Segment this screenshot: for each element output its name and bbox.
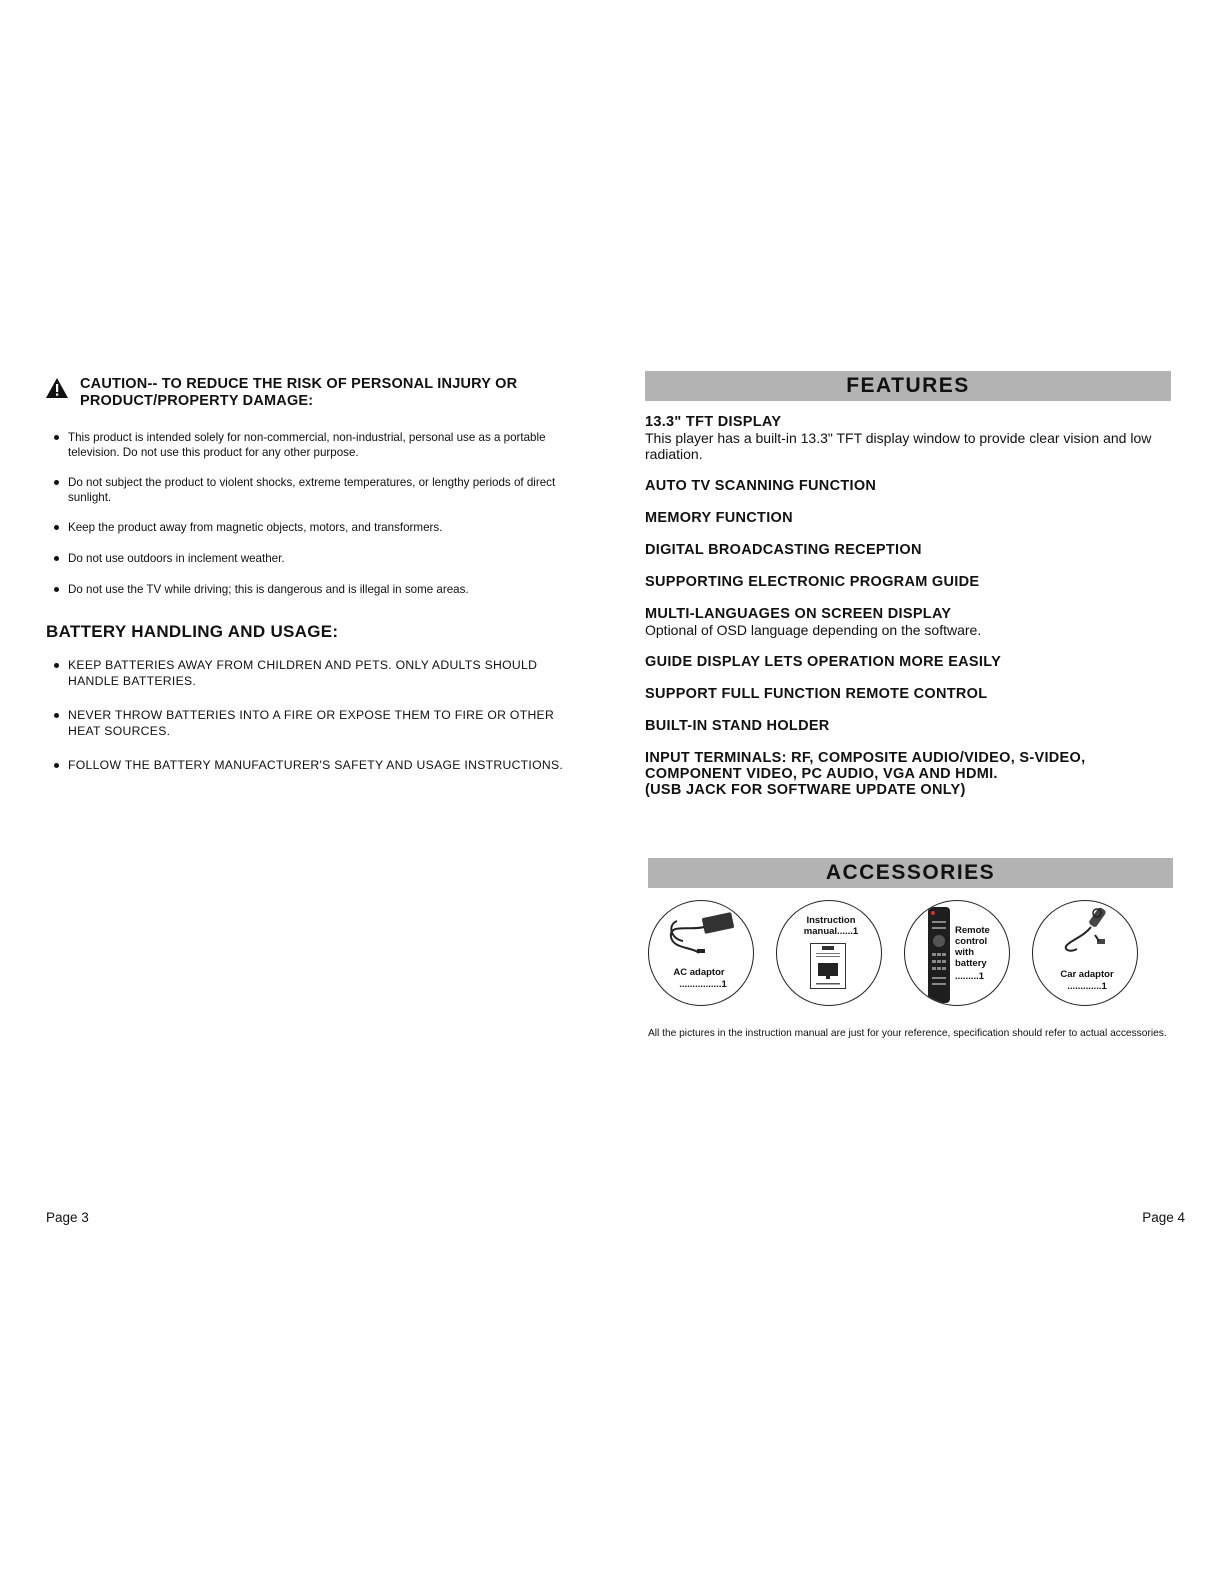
ac-adaptor-icon — [649, 901, 753, 961]
page-number-right: Page 4 — [1142, 1210, 1185, 1225]
accessory-qty: ................1 — [679, 979, 727, 990]
features-list — [645, 414, 1185, 814]
accessory-ac-adaptor — [648, 900, 754, 1006]
feature-item — [645, 574, 1185, 590]
feature-title: GUIDE DISPLAY LETS OPERATION MORE EASILY — [645, 654, 1002, 670]
feature-title: MEMORY FUNCTION — [645, 510, 793, 526]
caution-heading: CAUTION-- TO REDUCE THE RISK OF PERSONAL INJURY OR PRODUCT/PROPERTY DAMAGE: — [80, 376, 518, 409]
car-adaptor-icon — [1033, 901, 1137, 961]
accessories-banner: ACCESSORIES — [648, 858, 1173, 888]
feature-title: MULTI-LANGUAGES ON SCREEN DISPLAY — [645, 606, 952, 622]
feature-item — [645, 654, 1185, 670]
feature-item — [645, 686, 1185, 702]
battery-heading: BATTERY HANDLING AND USAGE: — [46, 622, 339, 641]
caution-list — [46, 430, 586, 597]
accessories-disclaimer: All the pictures in the instruction manual are just for your reference, specification should refer to actual accessories. — [648, 1028, 1167, 1039]
feature-title: AUTO TV SCANNING FUNCTION — [645, 478, 877, 494]
list-item: FOLLOW THE BATTERY MANUFACTURER'S SAFETY AND USAGE INSTRUCTIONS. — [46, 757, 586, 773]
feature-item — [645, 718, 1185, 734]
feature-desc: Optional of OSD language depending on the software. — [645, 622, 982, 638]
page-number-left: Page 3 — [46, 1210, 89, 1225]
accessories-row — [648, 900, 1143, 1010]
accessory-label: AC adaptor — [673, 967, 725, 978]
accessory-car-adaptor — [1032, 900, 1138, 1006]
warning-icon — [46, 378, 68, 398]
accessory-qty: .............1 — [1067, 981, 1107, 992]
caution-block — [46, 376, 606, 410]
feature-item — [645, 510, 1185, 526]
feature-desc: This player has a built-in 13.3" TFT display window to provide clear vision and low radiation. — [645, 430, 1152, 462]
list-item: KEEP BATTERIES AWAY FROM CHILDREN AND PETS. ONLY ADULTS SHOULD HANDLE BATTERIES. — [46, 657, 586, 689]
feature-title: SUPPORTING ELECTRONIC PROGRAM GUIDE — [645, 574, 980, 590]
list-item: Do not use the TV while driving; this is dangerous and is illegal in some areas. — [46, 582, 586, 597]
feature-item — [645, 750, 1185, 798]
accessory-qty: .........1 — [955, 971, 985, 982]
list-item: Do not subject the product to violent shocks, extreme temperatures, or lengthy periods of direct sunlight. — [46, 475, 586, 505]
feature-title: BUILT-IN STAND HOLDER — [645, 718, 830, 734]
accessory-label: Car adaptor — [1060, 969, 1114, 980]
features-banner: FEATURES — [645, 371, 1171, 401]
feature-item — [645, 542, 1185, 558]
list-item: Do not use outdoors in inclement weather. — [46, 551, 586, 566]
list-item: This product is intended solely for non-commercial, non-industrial, personal use as a portable television. Do not use this product for any other purpose. — [46, 430, 586, 460]
manual-icon — [810, 943, 846, 989]
accessory-label: Remote control with battery — [955, 925, 990, 969]
accessory-remote — [904, 900, 1010, 1006]
list-item: NEVER THROW BATTERIES INTO A FIRE OR EXPOSE THEM TO FIRE OR OTHER HEAT SOURCES. — [46, 707, 586, 739]
feature-title: SUPPORT FULL FUNCTION REMOTE CONTROL — [645, 686, 988, 702]
feature-item — [645, 478, 1185, 494]
accessory-label: Instruction manual......1 — [803, 915, 859, 937]
accessory-manual — [776, 900, 882, 1006]
feature-item — [645, 414, 1185, 462]
feature-title: INPUT TERMINALS: RF, COMPOSITE AUDIO/VIDEO, S-VIDEO, COMPONENT VIDEO, PC AUDIO, VGA AND HDMI. — [645, 750, 1086, 782]
feature-title: DIGITAL BROADCASTING RECEPTION — [645, 542, 922, 558]
feature-title-note: (USB JACK FOR SOFTWARE UPDATE ONLY) — [645, 782, 966, 798]
remote-control-icon — [927, 907, 951, 1003]
list-item: Keep the product away from magnetic objects, motors, and transformers. — [46, 520, 586, 535]
battery-list — [46, 657, 586, 773]
feature-item — [645, 606, 1185, 638]
feature-title: 13.3" TFT DISPLAY — [645, 414, 782, 430]
